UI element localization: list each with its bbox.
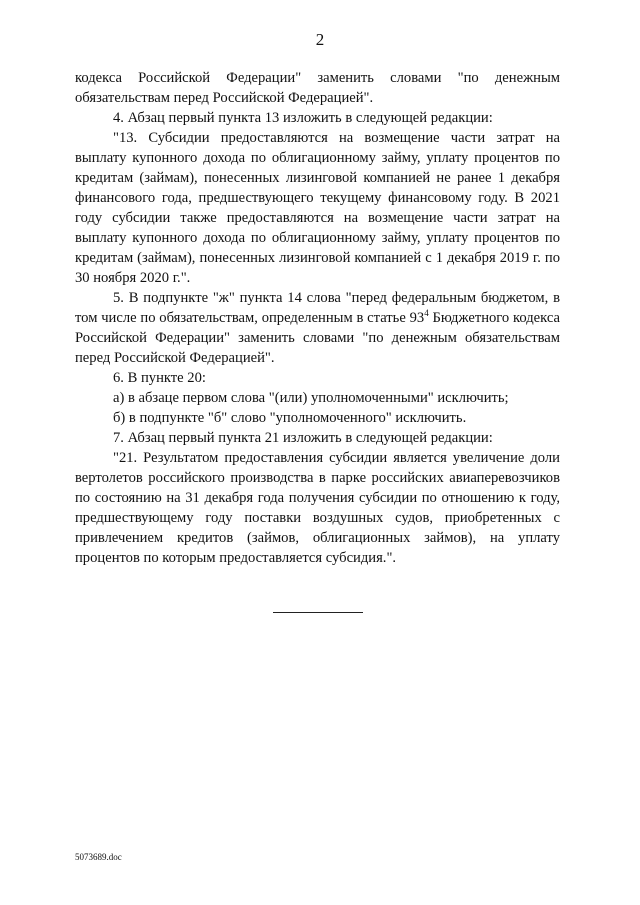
paragraph-item-5 <box>75 288 560 368</box>
paragraph-item-6-b: б) в подпункте "б" слово "уполномоченного" исключить. <box>113 410 467 426</box>
page-number: 2 <box>315 30 325 49</box>
paragraph-item-21-text: "21. Результатом предоставления субсидии является увеличение доли вертолетов российского производства в парке российских авиаперевозчиков по состоянию на 31 декабря года получения субсидии по отношению к году, предшествующему году поставки воздушных судов, приобретенных с привлечением кредитов (займов, облигационных займов), на уплату процентов по которым предоставляется субсидия.". <box>75 450 560 566</box>
paragraph-item-13-text: "13. Субсидии предоставляются на возмещение части затрат на выплату купонного дохода по облигационному займу, уплату процентов по кредитам (займам), понесенных лизинговой компанией не ранее 1 декабря финансового года, предшествующего текущему финансовому году. В 2021 году субсидии также предоставляются на возмещение части затрат на выплату купонного дохода по облигационному займу, уплату процентов по кредитам (займам), понесенных лизинговой компанией с 1 декабря 2019 г. по 30 ноября 2020 г.". <box>75 130 560 286</box>
superscript-article-number: 4 <box>424 308 429 319</box>
paragraph-item-4: 4. Абзац первый пункта 13 изложить в следующей редакции: <box>113 110 493 126</box>
document-file-code: 5073689.doc <box>75 852 122 862</box>
paragraph-item-6-a: а) в абзаце первом слова "(или) уполномоченными" исключить; <box>113 390 509 406</box>
document-body <box>75 68 560 568</box>
end-separator-line <box>273 612 363 613</box>
paragraph-item-5-part-2: Бюджетного кодекса Российской Федерации" заменить словами "по денежным обязательствам перед Российской Федерацией". <box>75 310 560 366</box>
paragraph-item-5-part-1: 5. В подпункте "ж" пункта 14 слова "перед федеральным бюджетом, в том числе по обязательствам, определенным в статье 93 <box>75 290 560 326</box>
paragraph-continuation: кодекса Российской Федерации" заменить словами "по денежным обязательствам перед Российской Федерацией". <box>75 70 560 106</box>
paragraph-item-6: 6. В пункте 20: <box>113 370 206 386</box>
paragraph-item-7: 7. Абзац первый пункта 21 изложить в следующей редакции: <box>113 430 493 446</box>
